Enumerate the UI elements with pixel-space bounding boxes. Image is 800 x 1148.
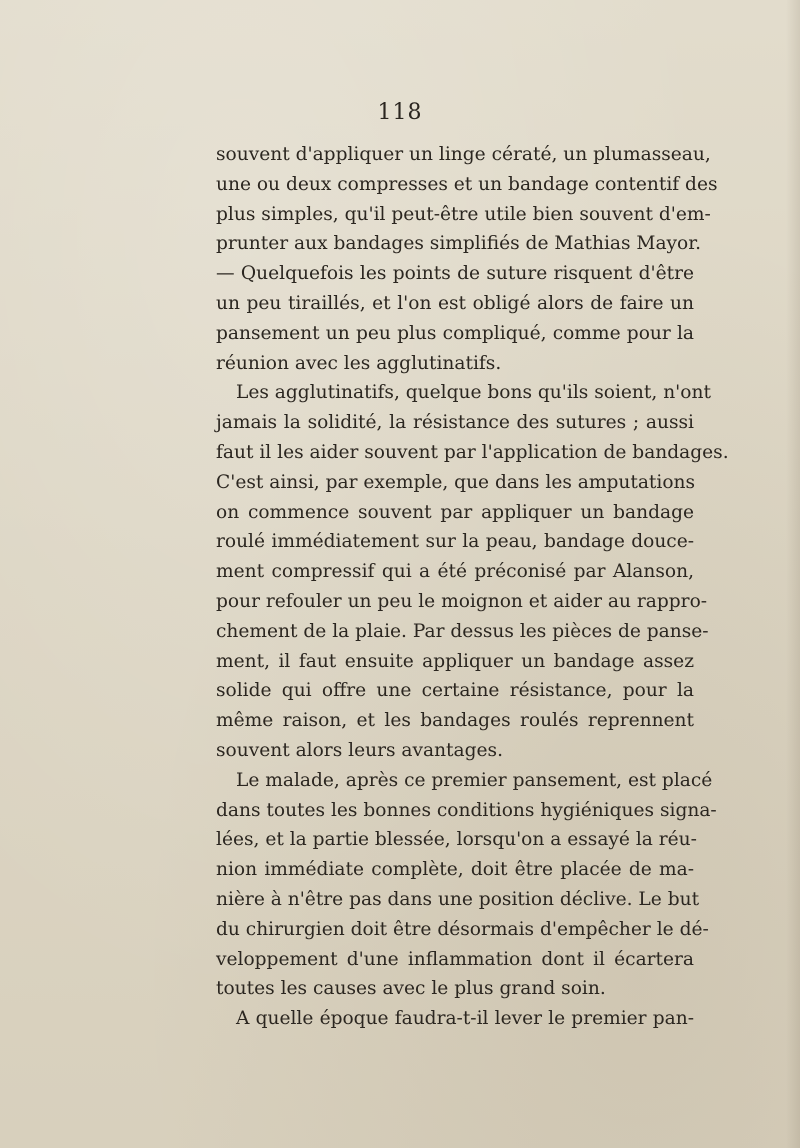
text-line: une ou deux compresses et un bandage contentif des	[216, 173, 718, 195]
text-line: Les agglutinatifs, quelque bons qu'ils soient, n'ont	[236, 382, 711, 404]
text-line: ment, il faut ensuite appliquer un bandage assez	[216, 650, 694, 672]
text-line: jamais la solidité, la résistance des sutures ; aussi	[216, 412, 694, 434]
page-number: 118	[377, 100, 423, 125]
text-line: pansement un peu plus compliqué, comme pour la	[216, 322, 694, 344]
text-line: roulé immédiatement sur la peau, bandage douce-	[216, 531, 694, 553]
text-line: un peu tiraillés, et l'on est obligé alors de faire un	[216, 292, 694, 314]
text-line: plus simples, qu'il peut-être utile bien souvent d'em-	[216, 203, 711, 225]
text-line: ment compressif qui a été préconisé par Alanson,	[216, 561, 694, 583]
text-line: toutes les causes avec le plus grand soin.	[216, 978, 606, 1000]
text-line: souvent d'appliquer un linge cératé, un plumasseau,	[216, 144, 711, 165]
text-line: chement de la plaie. Par dessus les pièces de panse-	[216, 620, 709, 642]
text-line: nière à n'être pas dans une position déclive. Le but	[216, 888, 700, 910]
text-line: pour refouler un peu le moignon et aider au rappro-	[216, 590, 708, 612]
text-line: veloppement d'une inflammation dont il écartera	[216, 948, 694, 970]
body-text	[216, 140, 729, 1034]
text-line: C'est ainsi, par exemple, que dans les amputations	[216, 471, 696, 493]
text-line: nion immédiate complète, doit être placée de ma-	[216, 859, 694, 881]
page-edge-shadow	[786, 0, 800, 1148]
text-line: réunion avec les agglutinatifs.	[216, 352, 502, 374]
text-line: dans toutes les bonnes conditions hygiéniques signa-	[216, 799, 717, 821]
text-line: A quelle époque faudra-t-il lever le premier pan-	[236, 1008, 694, 1030]
text-line: souvent alors leurs avantages.	[216, 739, 503, 761]
text-line: faut il les aider souvent par l'application de bandages.	[216, 441, 729, 463]
text-line: du chirurgien doit être désormais d'empêcher le dé-	[216, 918, 709, 940]
text-line: Le malade, après ce premier pansement, est placé	[236, 769, 713, 791]
text-line: même raison, et les bandages roulés reprennent	[216, 710, 694, 732]
text-line: — Quelquefois les points de suture risquent d'être	[216, 263, 694, 285]
text-line: on commence souvent par appliquer un bandage	[216, 501, 694, 523]
text-line: prunter aux bandages simplifiés de Mathias Mayor.	[216, 233, 702, 255]
text-line: lées, et la partie blessée, lorsqu'on a essayé la réu-	[216, 829, 697, 851]
text-line: solide qui offre une certaine résistance, pour la	[216, 680, 694, 702]
